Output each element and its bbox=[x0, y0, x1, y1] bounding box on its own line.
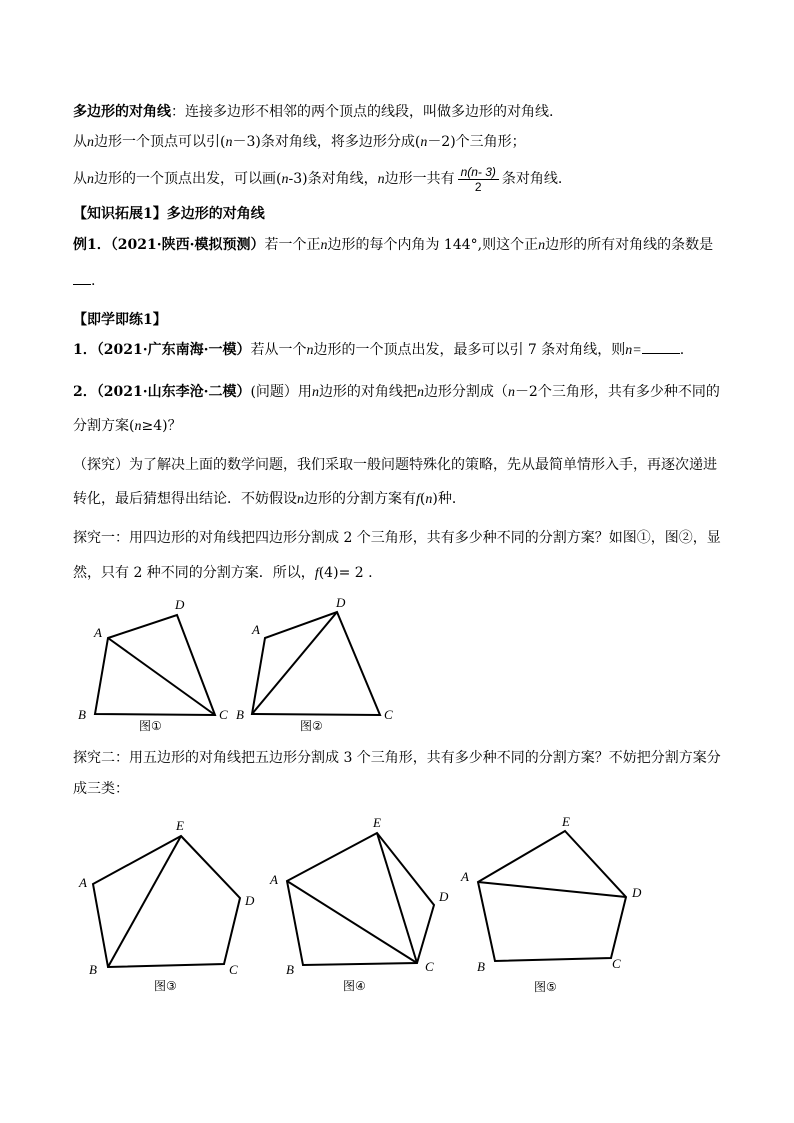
fig2-label-c: C bbox=[384, 707, 393, 722]
fig1-caption: 图① bbox=[139, 719, 162, 733]
fact1-text-d: －2)个三角形； bbox=[427, 134, 526, 150]
explore-text-a: 转化，最后猜想得出结论．不妨假设 bbox=[73, 491, 297, 507]
fact1-text-b: 边形一个顶点可以引( bbox=[94, 134, 226, 150]
fig5-label-b: B bbox=[477, 959, 485, 974]
fig3-label-c: C bbox=[229, 962, 238, 977]
explore1-line-2: 然，只有 2 种不同的分割方案．所以，f(4)= 2 . bbox=[73, 565, 373, 581]
fig4-label-d: D bbox=[439, 889, 449, 904]
figure-3 bbox=[93, 836, 240, 967]
fraction-denominator: 2 bbox=[474, 179, 482, 194]
fig2-label-b: B bbox=[236, 707, 244, 722]
example-text-a: 若一个正 bbox=[264, 237, 321, 253]
example-text-c: 边形的所有对角线的条数是 bbox=[545, 237, 714, 253]
question-source: （2021·山东李沧·二模） bbox=[96, 384, 251, 400]
q1-equation: n= bbox=[625, 343, 642, 358]
fact2-text-a: 从 bbox=[73, 171, 87, 187]
fig4-label-e: E bbox=[373, 815, 381, 830]
q1-text-a: 若从一个 bbox=[250, 342, 307, 358]
var-n: n bbox=[507, 385, 515, 400]
fig3-label-a: A bbox=[79, 875, 87, 890]
q2-text-b: 边形的对角线把 bbox=[318, 384, 417, 400]
fig2-caption: 图② bbox=[300, 719, 323, 733]
fig3-label-b: B bbox=[89, 962, 97, 977]
var-n: n bbox=[416, 385, 424, 400]
fig5-label-c: C bbox=[612, 956, 621, 971]
fig5-diagonal-ad bbox=[478, 882, 626, 897]
fig5-label-e: E bbox=[562, 814, 570, 829]
explore-text-b: 边形的分割方案有 bbox=[304, 491, 416, 507]
fraction-numerator: n(n- 3) bbox=[458, 165, 499, 180]
fig4-label-a: A bbox=[270, 872, 278, 887]
fact1-text-a: 从 bbox=[73, 134, 87, 150]
function-f: f bbox=[416, 492, 420, 507]
fig4-diagonal-ac bbox=[287, 881, 417, 963]
figure-5 bbox=[478, 831, 626, 961]
fig4-diagonal-ec bbox=[377, 833, 417, 963]
explore-line-2: 转化，最后猜想得出结论．不妨假设n边形的分割方案有f(n)种． bbox=[73, 491, 466, 507]
example-text-b: 边形的每个内角为 144°,则这个正 bbox=[327, 237, 539, 253]
section-heading-2: 【即学即练1】 bbox=[73, 312, 167, 328]
var-n: n bbox=[425, 492, 433, 507]
var-n: n bbox=[320, 238, 328, 253]
var-n: n bbox=[538, 238, 546, 253]
definition-text: ：连接多边形不相邻的两个顶点的线段，叫做多边形的对角线. bbox=[171, 104, 554, 120]
figure-4 bbox=[287, 833, 434, 965]
q1-end: . bbox=[679, 342, 685, 358]
function-arg: 4 bbox=[324, 565, 334, 581]
var-n: n bbox=[87, 172, 94, 187]
fig4-label-c: C bbox=[425, 959, 434, 974]
fig3-pentagon bbox=[93, 836, 240, 967]
fig5-caption: 图⑤ bbox=[534, 980, 557, 994]
fig4-caption: 图④ bbox=[343, 979, 366, 993]
fig3-caption: 图③ bbox=[154, 979, 177, 993]
q2-text-a: (问题）用 bbox=[250, 384, 312, 400]
function-f: f bbox=[314, 566, 319, 581]
explore1-line-1: 探究一：用四边形的对角线把四边形分割成 2 个三角形，共有多少种不同的分割方案？如图①，图②，显 bbox=[73, 530, 721, 546]
section-heading-1: 【知识拓展1】多边形的对角线 bbox=[73, 206, 265, 222]
example-source: （2021·陕西·模拟预测） bbox=[110, 237, 265, 253]
explore2-line-1: 探究二：用五边形的对角线把五边形分割成 3 个三角形，共有多少种不同的分割方案？不妨把分割方案分 bbox=[73, 750, 721, 766]
explore-text-c: 种． bbox=[437, 491, 466, 507]
function-result: = 2 . bbox=[338, 565, 373, 581]
explore-line-1: （探究）为了解决上面的数学问题，我们采取一般问题特殊化的策略，先从最简单情形入手，再逐次递进 bbox=[73, 457, 717, 473]
q1-text-b: 边形的一个顶点出发，最多可以引 7 条对角线，则 bbox=[313, 342, 626, 358]
fig1-label-d: D bbox=[175, 597, 185, 612]
fact2-text-c: -3)条对角线， bbox=[288, 171, 378, 187]
fact2-text-e: 条对角线. bbox=[501, 171, 563, 187]
var-n: n bbox=[377, 172, 385, 187]
var-n: n bbox=[134, 419, 142, 434]
fig3-label-d: D bbox=[245, 893, 255, 908]
example-end: . bbox=[91, 273, 96, 289]
fact1-text-c: －3)条对角线，将多边形分成( bbox=[232, 134, 421, 150]
var-n: n bbox=[297, 492, 304, 507]
fig1-label-b: B bbox=[78, 707, 86, 722]
explore2-line-2: 成三类： bbox=[73, 781, 129, 797]
definition-term: 多边形的对角线 bbox=[73, 104, 171, 120]
q2-text-d: －2个三角形，共有多少种不同的 bbox=[514, 384, 720, 400]
fact2-text-b: 边形的一个顶点出发，可以画( bbox=[94, 171, 282, 187]
question-source: （2021·广东南海·一模） bbox=[96, 342, 251, 358]
fig1-label-c: C bbox=[219, 707, 228, 722]
q2-text-c: 边形分割成（ bbox=[423, 384, 508, 400]
fig2-label-d: D bbox=[336, 595, 346, 610]
var-n: n bbox=[281, 172, 289, 187]
fig5-label-d: D bbox=[632, 885, 642, 900]
example-label: 例1． bbox=[73, 237, 111, 253]
question-number: 1． bbox=[73, 342, 97, 358]
fig5-pentagon bbox=[478, 831, 626, 961]
fig3-label-e: E bbox=[176, 818, 184, 833]
var-n: n bbox=[225, 135, 233, 150]
var-n: n bbox=[420, 135, 428, 150]
explore1-text-a: 然，只有 2 种不同的分割方案．所以， bbox=[73, 565, 315, 581]
fig5-label-a: A bbox=[461, 869, 469, 884]
fig1-label-a: A bbox=[94, 625, 102, 640]
fact2-text-d: 边形一共有 bbox=[384, 171, 455, 187]
var-n: n bbox=[306, 343, 314, 358]
fig2-label-a: A bbox=[252, 622, 260, 637]
fig4-label-b: B bbox=[286, 962, 294, 977]
q2-text-e: 分割方案( bbox=[73, 418, 135, 434]
var-n: n bbox=[87, 135, 94, 150]
var-n: n bbox=[311, 385, 319, 400]
question-number: 2． bbox=[73, 384, 97, 400]
q2-text-f: ≥4)？ bbox=[141, 418, 182, 434]
